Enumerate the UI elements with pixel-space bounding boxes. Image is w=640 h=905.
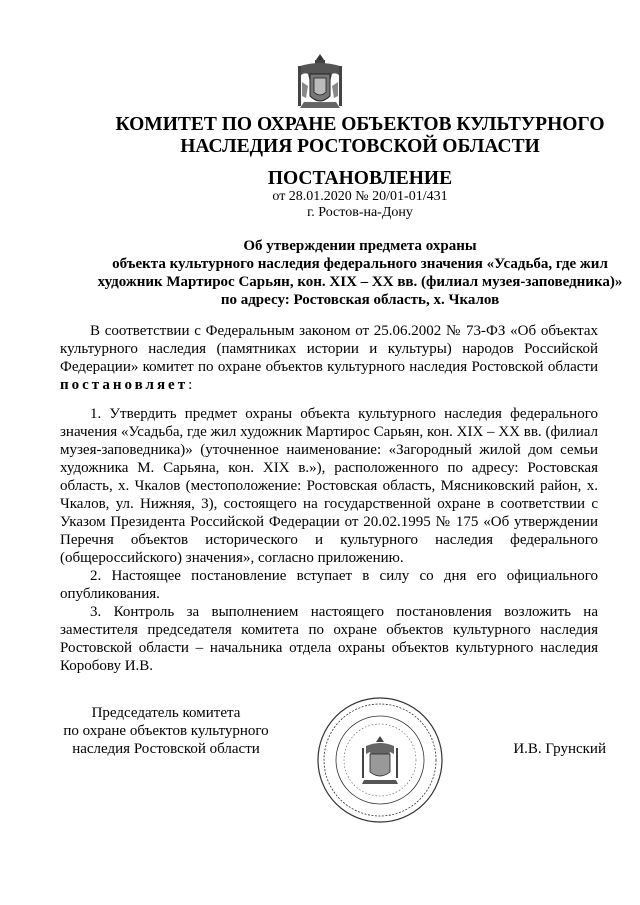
list-item: 3. Контроль за выполнением настоящего постановления возложить на заместителя председателя комитета по охране объектов культурного наследия Ростовской области – начальника отдела охраны объектов культурного наследия Коробову И.В. [60,604,598,674]
position-line-1: Председатель комитета [91,705,241,721]
list-item: 2. Настоящее постановление вступает в силу со дня его официального опубликования. [60,568,598,602]
title-line-1: Об утверждении предмета охраны [243,238,477,254]
document-date-number: от 28.01.2020 № 20/01-01/431 [272,189,448,204]
position-line-3: наследия Ростовской области [72,741,260,757]
position-line-2: по охране объектов культурного [63,723,269,739]
title-line-4: по адресу: Ростовская область, х. Чкалов [220,292,500,308]
signatory-name: И.В. Грунский [513,741,606,757]
organization-name [60,114,640,158]
signatory-position [56,704,276,758]
org-line-1: КОМИТЕТ ПО ОХРАНЕ ОБЪЕКТОВ КУЛЬТУРНОГО [115,114,605,135]
preamble-end: : [188,377,193,393]
coat-of-arms-icon [296,52,344,112]
preamble-text: В соответствии с Федеральным законом от 25.06.2002 № 73-ФЗ «Об объектах культурного наследия (памятниках истории и культуры) народов Российской Федерации» комитет по охране объектов культурного наследия Ростовской области [60,323,598,375]
title-line-3: художник Мартирос Сарьян, кон. XIX – XX вв. (филиал музея-заповедника)» [97,274,623,290]
document-city: г. Ростов-на-Дону [307,205,413,220]
document-title [60,237,640,309]
decision-items [60,405,598,675]
preamble [60,322,598,394]
round-seal-icon [316,696,444,824]
org-line-2: НАСЛЕДИЯ РОСТОВСКОЙ ОБЛАСТИ [180,136,540,157]
preamble-decision-word: постановляет [60,377,189,393]
preamble-paragraph [60,322,598,394]
list-item: 1. Утвердить предмет охраны объекта культурного наследия федерального значения «Усадьба, где жил художник Мартирос Сарьян, кон. XIX – XX вв. (филиал музея-заповедника)» (уточненное наименование: «Загородный жилой дом семьи художника М. Сарьяна, кон. XIX в.»), расположенного по адресу: Ростовская область, х. Чкалов (местоположение: Ростовская область, Мясниковский район, х. Чкалов, ул. Нижняя, 3), состоящего на государственной охране в соответствии с Указом Президента Российской Федерации от 20.02.1995 № 175 «Об утверждении Перечня объектов исторического и культурного наследия федерального (общероссийского) значения», согласно приложению. [60,406,598,566]
document-type: ПОСТАНОВЛЕНИЕ [267,168,453,189]
title-line-2: объекта культурного наследия федерального значения «Усадьба, где жил [112,256,608,272]
